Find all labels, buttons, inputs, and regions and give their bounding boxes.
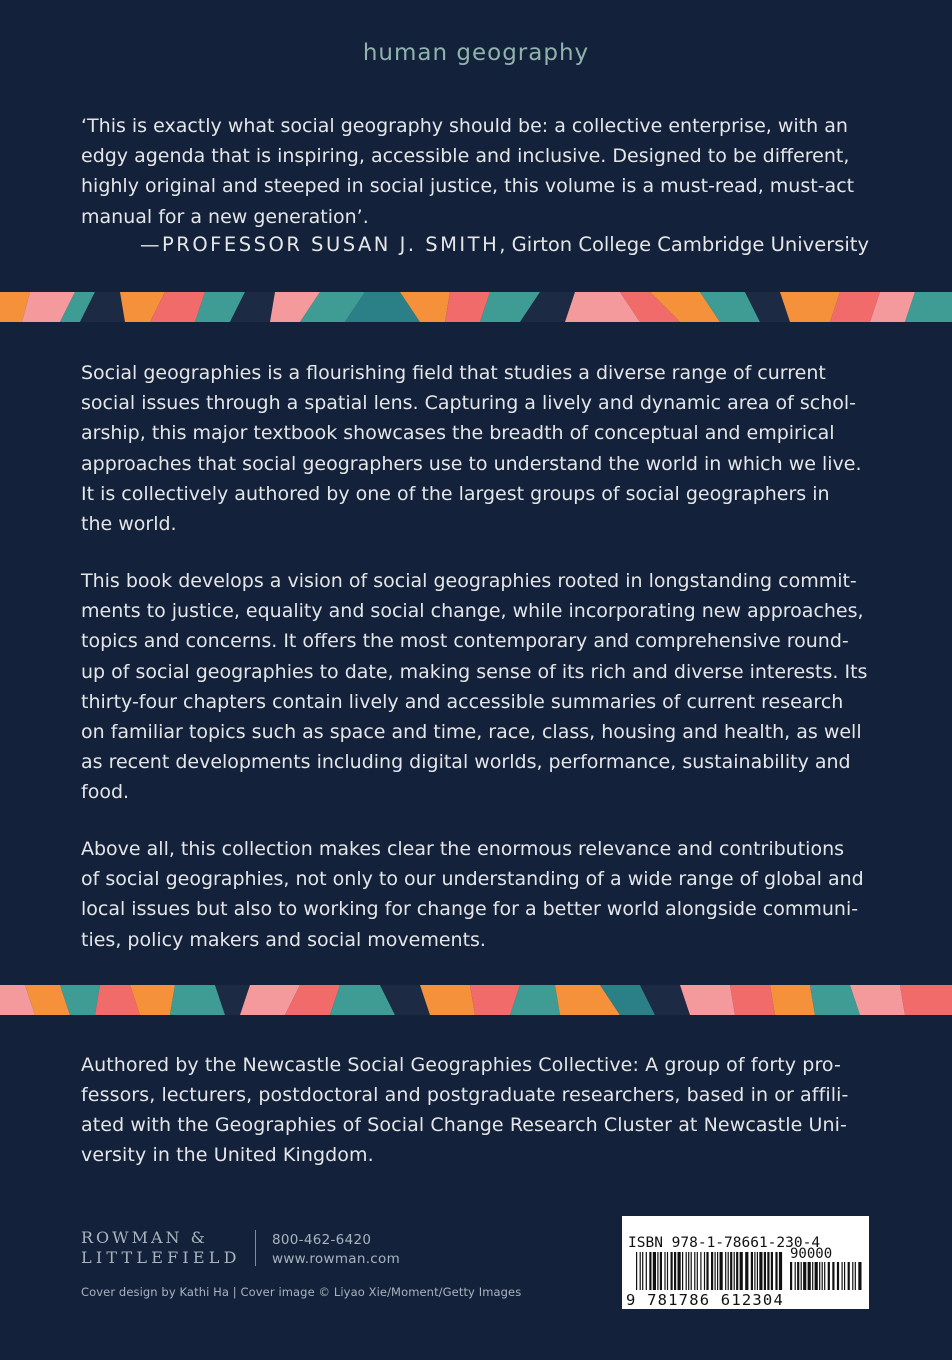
publisher-phone: 800-462-6420: [272, 1232, 372, 1248]
barcode-bar: [812, 1262, 813, 1290]
author-blurb: [81, 1050, 869, 1170]
barcode-bar: [664, 1252, 665, 1290]
barcode-bar: [704, 1252, 705, 1290]
barcode-bar: [636, 1252, 637, 1290]
barcode-bar: [686, 1252, 687, 1290]
description-line: ments to justice, equality and social change, while incorporating new approaches,: [81, 600, 864, 623]
barcode-graphic: [622, 1216, 869, 1309]
barcode-bar: [725, 1252, 726, 1290]
barcode-bar: [694, 1252, 695, 1290]
barcode-bar: [751, 1252, 753, 1290]
description-line: This book develops a vision of social geographies rooted in longstanding commit-: [81, 570, 857, 592]
publisher-divider: [255, 1230, 256, 1266]
barcode-bar: [649, 1252, 651, 1290]
barcode-bar: [730, 1252, 732, 1290]
decorative-band-bottom: [0, 985, 952, 1015]
barcode-bar: [653, 1252, 656, 1290]
description-line: up of social geographies to date, making sense of its rich and diverse interests. Its: [81, 660, 868, 683]
description-paragraph-2: [81, 566, 869, 808]
barcode-bar: [646, 1252, 647, 1290]
quote-line: highly original and steeped in social justice, this volume is a must-read, must-act: [81, 175, 855, 198]
description-line: arship, this major textbook showcases the breadth of conceptual and empirical: [81, 422, 835, 445]
barcode-bar: [832, 1262, 834, 1290]
blurb-line: Authored by the Newcastle Social Geographies Collective: A group of forty pro-: [81, 1054, 841, 1076]
endorsement-quote: [81, 111, 869, 232]
barcode-bar: [767, 1252, 769, 1290]
quote-line: manual for a new generation’.: [81, 205, 369, 228]
barcode-bar: [757, 1252, 758, 1290]
barcode-bar: [682, 1252, 683, 1290]
cover-credits: Cover design by Kathi Ha | Cover image © Liyao Xie/Moment/Getty Images: [81, 1285, 522, 1299]
barcode-bar: [700, 1252, 701, 1290]
barcode-bar: [745, 1252, 748, 1290]
barcode-bar: [674, 1252, 676, 1290]
blurb-line: fessors, lecturers, postdoctoral and postgraduate researchers, based in or affili-: [81, 1084, 849, 1106]
barcode-bar: [779, 1252, 782, 1290]
description-line: approaches that social geographers use to understand the world in which we live.: [81, 452, 862, 475]
quote-affiliation: , Girton College Cambridge University: [499, 233, 869, 256]
barcode-bar: [848, 1262, 850, 1290]
blurb-line: versity in the United Kingdom.: [81, 1144, 374, 1166]
description-line: on familiar topics such as space and time, race, class, housing and health, as well: [81, 721, 862, 744]
barcode-bar: [808, 1262, 811, 1290]
publisher-website: www.rowman.com: [272, 1251, 401, 1267]
isbn-barcode: [622, 1216, 869, 1309]
barcode-bar: [660, 1252, 662, 1290]
barcode-bar: [803, 1262, 806, 1290]
barcode-bar: [734, 1252, 735, 1290]
quote-line: ‘This is exactly what social geography should be: a collective enterprise, with an: [81, 115, 848, 137]
barcode-bar: [717, 1252, 718, 1290]
barcode-bar: [691, 1252, 692, 1290]
barcode-bar: [697, 1252, 698, 1290]
barcode-bar: [640, 1252, 641, 1290]
barcode-bar: [688, 1252, 689, 1290]
description-line: thirty-four chapters contain lively and accessible summaries of current research: [81, 690, 844, 713]
publisher-logo-line-2: LITTLEFIELD: [81, 1248, 241, 1267]
price-code: 90000: [790, 1246, 833, 1262]
barcode-bar: [728, 1252, 729, 1290]
description-line: as recent developments including digital worlds, performance, sustainability and: [81, 751, 851, 774]
description-line: of social geographies, not only to our understanding of a wide range of global and: [81, 868, 864, 891]
barcode-bar: [678, 1252, 681, 1290]
ean-digits: 9 781786 612304: [626, 1291, 784, 1309]
barcode-bar: [795, 1262, 796, 1290]
barcode-bar: [842, 1262, 843, 1290]
barcode-bar: [858, 1262, 861, 1290]
quote-author: —PROFESSOR SUSAN J. SMITH: [140, 233, 500, 256]
barcode-bar: [815, 1262, 818, 1290]
barcode-bar: [797, 1262, 799, 1290]
description-line: Above all, this collection makes clear the enormous relevance and contributions: [81, 838, 845, 860]
barcode-bar: [790, 1262, 792, 1290]
barcode-bar: [715, 1252, 716, 1290]
barcode-bar: [764, 1252, 766, 1290]
isbn-label: ISBN 978-1-78661-230-4: [628, 1235, 821, 1251]
barcode-bar: [759, 1252, 762, 1290]
description-paragraph-3: [81, 834, 869, 955]
description-line: topics and concerns. It offers the most contemporary and comprehensive round-: [81, 630, 849, 653]
barcode-bar: [775, 1252, 777, 1290]
barcode-bar: [844, 1262, 845, 1290]
description-line: social issues through a spatial lens. Capturing a lively and dynamic area of schol-: [81, 392, 857, 415]
barcode-bar: [667, 1252, 668, 1290]
decorative-band-top: [0, 292, 952, 322]
description-line: food.: [81, 781, 130, 804]
barcode-bar: [819, 1262, 820, 1290]
barcode-bar: [822, 1262, 823, 1290]
barcode-bar: [711, 1252, 713, 1290]
barcode-bar: [852, 1262, 853, 1290]
barcode-bar: [837, 1262, 839, 1290]
publisher-logo-line-1: ROWMAN &: [81, 1228, 208, 1247]
barcode-bar: [771, 1252, 773, 1290]
barcode-bar: [801, 1262, 802, 1290]
category-label: human geography: [362, 40, 590, 66]
barcode-bar: [671, 1252, 673, 1290]
description-line: It is collectively authored by one of the largest groups of social geographers in: [81, 482, 830, 505]
description-line: local issues but also to working for change for a better world alongside communi-: [81, 898, 859, 921]
barcode-bar: [824, 1262, 825, 1290]
barcode-bar: [828, 1262, 830, 1290]
barcode-bar: [706, 1252, 708, 1290]
barcode-bar: [736, 1252, 738, 1290]
description-paragraph-1: [81, 358, 869, 539]
barcode-bar: [740, 1252, 743, 1290]
barcode-bar: [855, 1262, 856, 1290]
quote-line: edgy agenda that is inspiring, accessible and inclusive. Designed to be different,: [81, 145, 850, 168]
quote-attribution: [81, 230, 869, 260]
description-line: ties, policy makers and social movements.: [81, 928, 486, 951]
description-line: the world.: [81, 513, 177, 536]
description-line: Social geographies is a flourishing field that studies a diverse range of current: [81, 362, 826, 384]
barcode-bar: [657, 1252, 658, 1290]
barcode-bar: [754, 1252, 755, 1290]
blurb-line: ated with the Geographies of Social Change Research Cluster at Newcastle Uni-: [81, 1114, 847, 1136]
barcode-bar: [720, 1252, 723, 1290]
barcode-bar: [642, 1252, 643, 1290]
